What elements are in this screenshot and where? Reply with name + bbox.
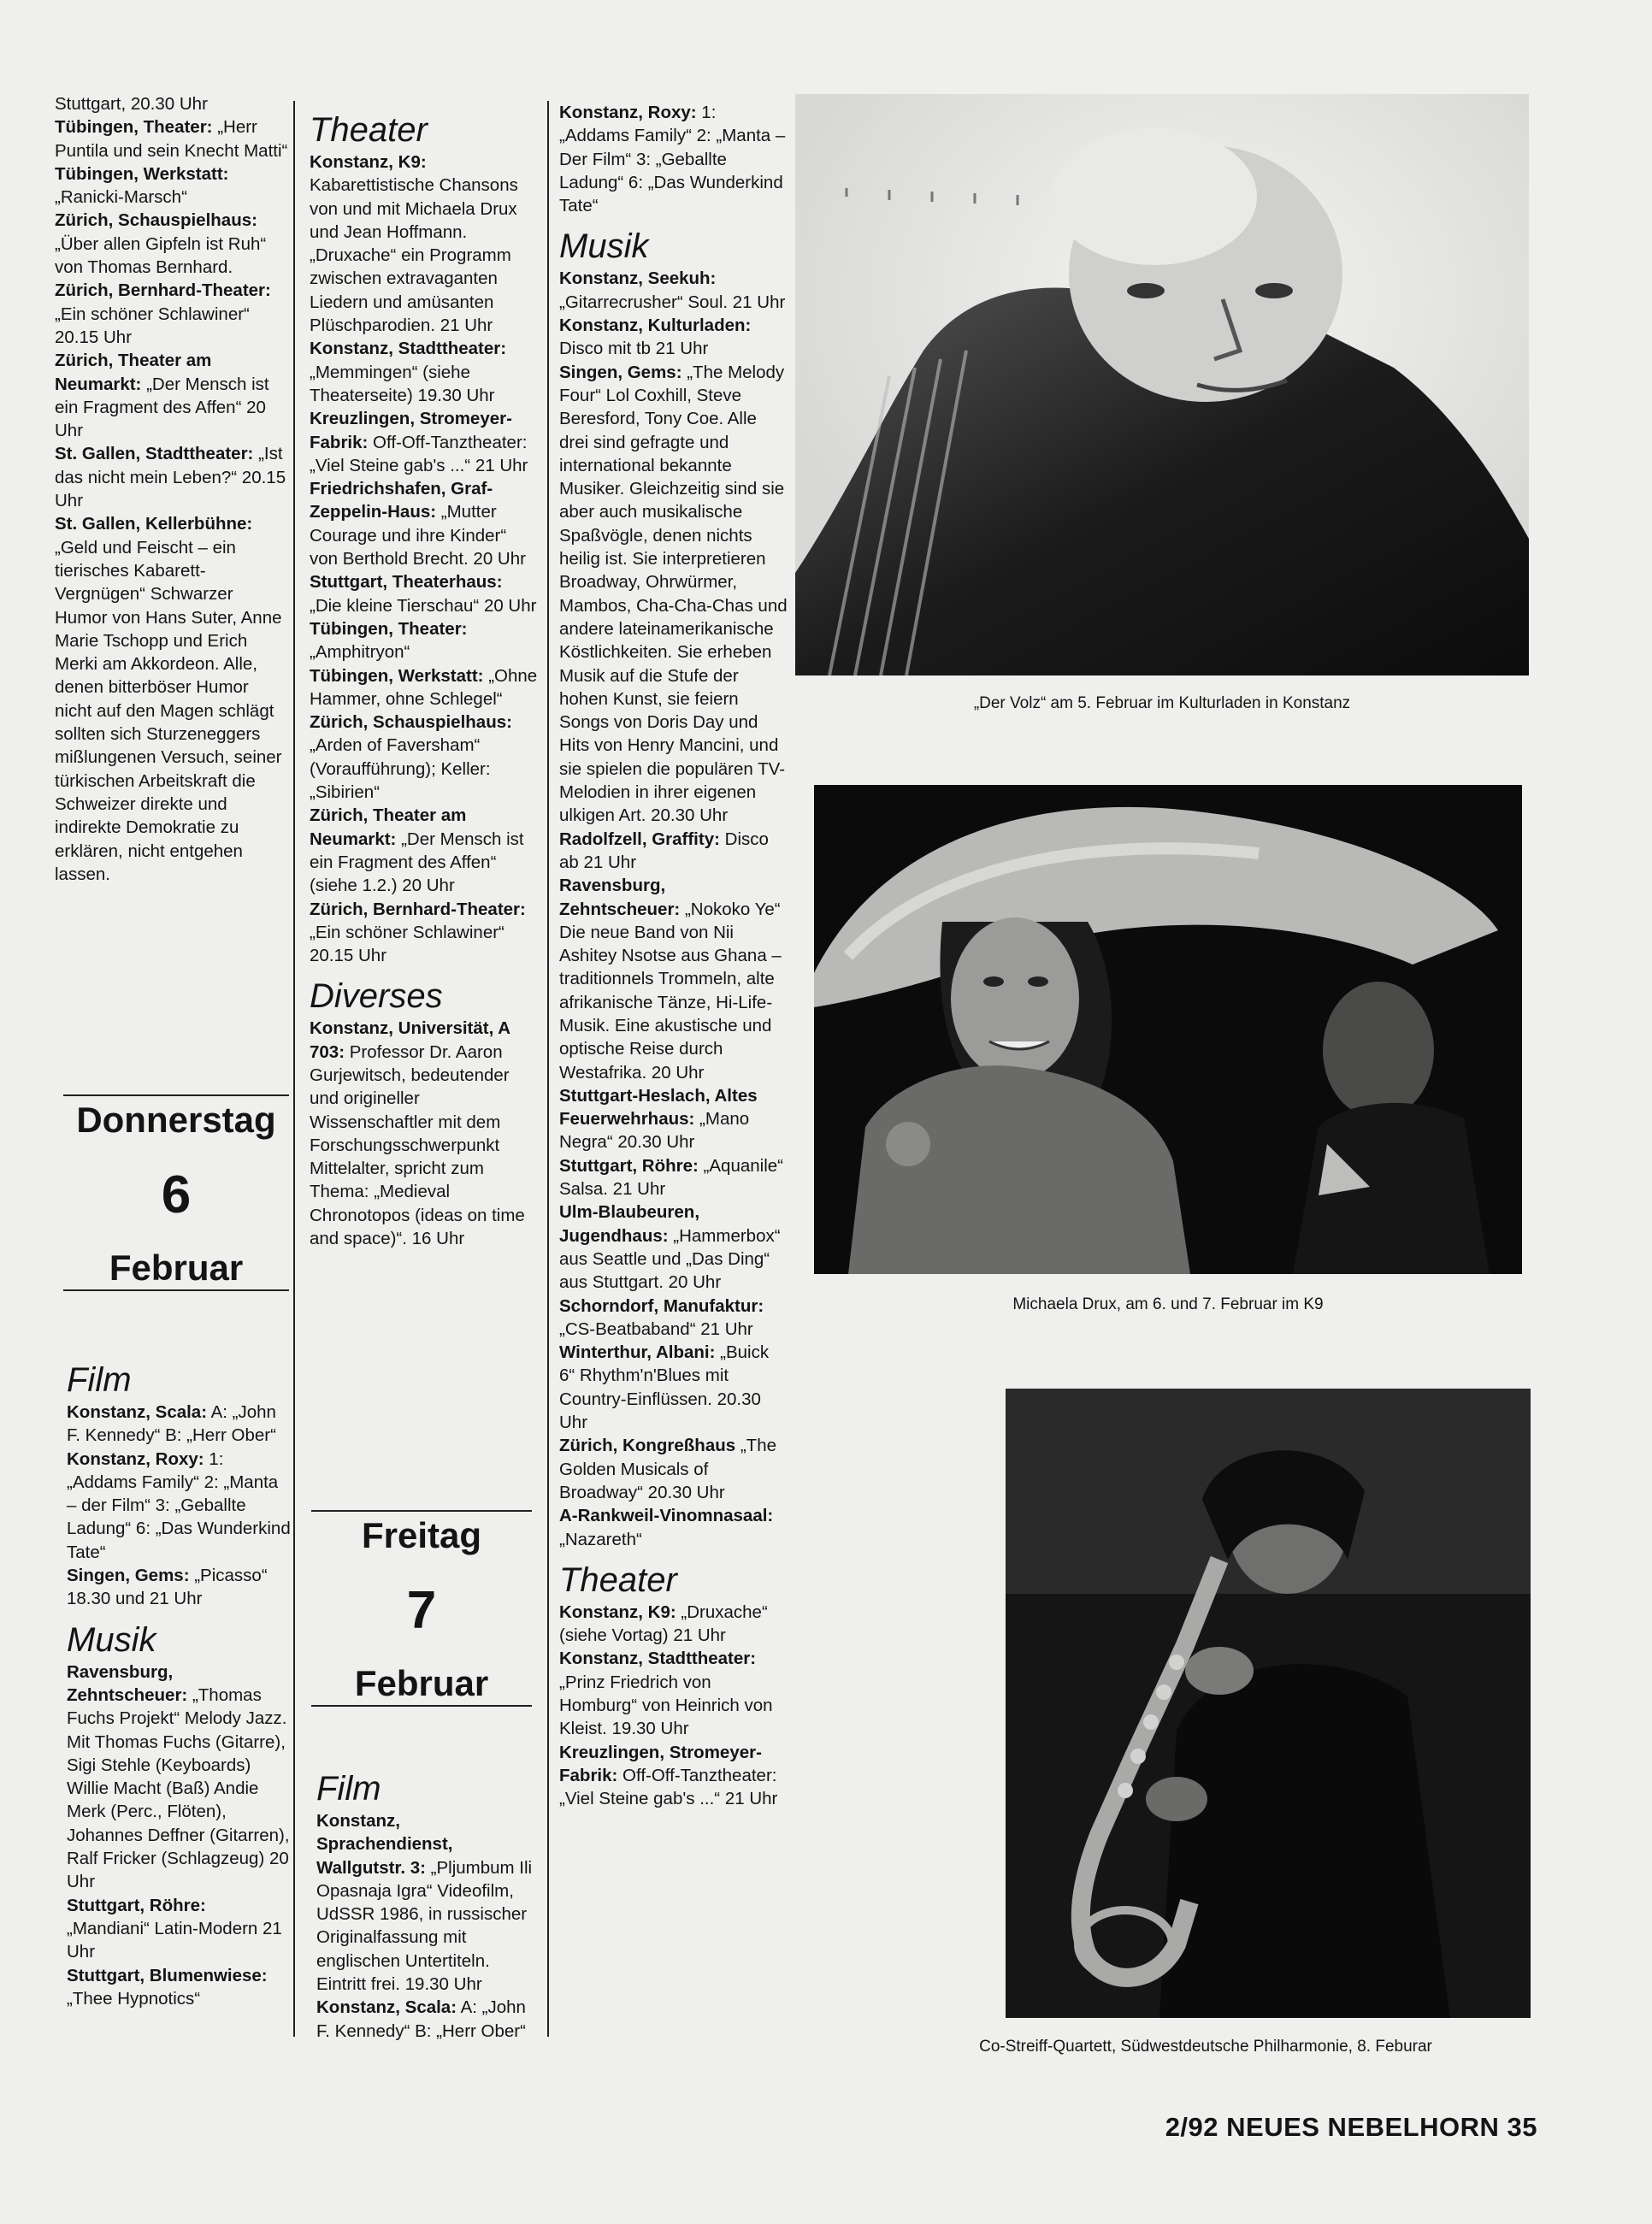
listing-column-2 [310, 101, 539, 1250]
event-text: „Ein schöner Schlawiner“ 20.15 Uhr [310, 922, 504, 966]
event-text: Off-Off-Tanztheater: „Viel Steine gab's ...“ 21 Uhr [310, 432, 528, 475]
event-text: „Nazareth“ [559, 1529, 642, 1549]
day-header-thursday [63, 1094, 289, 1291]
venue-name: Singen, Gems: [559, 362, 682, 382]
event-text: Disco mit tb 21 Uhr [559, 339, 709, 359]
event-text: „Aquanile“ Salsa. 21 Uhr [559, 1155, 783, 1200]
venue-name: Konstanz, Universität, A 703: [310, 1018, 510, 1062]
venue-name: Zürich, Bernhard-Theater: [310, 899, 526, 919]
listing-entry [310, 337, 539, 407]
day-number: 6 [161, 1165, 192, 1224]
venue-name: Konstanz, Kulturladen: [559, 316, 752, 336]
event-text: „Mandiani“ Latin-Modern 21 Uhr [67, 1918, 282, 1962]
event-text: A: „John F. Kennedy“ B: „Herr Ober“ [67, 1402, 276, 1446]
listing-entry [559, 1084, 788, 1154]
category-heading: Film [67, 1361, 132, 1399]
day-header-friday [311, 1510, 532, 1707]
event-text: „CS-Beatbaband“ 21 Uhr [559, 1318, 753, 1339]
venue-name: St. Gallen, Stadttheater: [55, 444, 254, 464]
category-heading: Theater [310, 111, 428, 149]
listing-entry [559, 1200, 788, 1294]
venue-name: A-Rankweil-Vinomnasaal: [559, 1506, 774, 1526]
venue-name: St. Gallen, Kellerbühne: [55, 514, 253, 534]
listing-entry [559, 874, 788, 1084]
event-text: A: „John F. Kennedy“ B: „Herr Ober“ [316, 1997, 526, 2041]
event-text: „Mutter Courage und ihre Kinder“ von Berthold Brecht. 20 Uhr [310, 502, 526, 569]
event-text: „Geld und Feischt – ein tierisches Kabarett-Vergnügen“ Schwarzer Humor von Hans Suter, Anne Marie Tschopp und Erich Merki am Akkordeon. Alle, denen bitterböser Humor nicht auf den Magen schlägt sollten sich Sturzeneggers mißlungenen Versuch, seiner türkischen Arbeitskraft die Schweizer direkte und indirekte Demokratie zu erklären, nicht entgehen lassen. [55, 537, 282, 884]
listing-entry [559, 1341, 788, 1434]
photo-saxophonist [1006, 1389, 1531, 2018]
event-text: 1: „Addams Family“ 2: „Manta – Der Film“ 3: „Geballte Ladung“ 6: „Das Wunderkind Tate“ [559, 103, 786, 216]
event-text: „Memmingen“ (siehe Theaterseite) 19.30 Uhr [310, 362, 495, 405]
listing-entry [559, 361, 788, 828]
listing-entry [310, 150, 539, 337]
event-text: „Der Mensch ist ein Fragment des Affen“ 20 Uhr [55, 374, 269, 441]
listing-entry [310, 711, 539, 804]
photo-caption: Co-Streiff-Quartett, Südwestdeutsche Philharmonie, 8. Feburar [979, 2038, 1432, 2056]
listing-entry [67, 1564, 291, 1611]
venue-name: Stuttgart, Blumenwiese: [67, 1965, 268, 1985]
listing-entry [559, 267, 788, 314]
venue-name: Winterthur, Albani: [559, 1342, 716, 1363]
listing-entry [559, 1601, 788, 1648]
listing-entry [559, 1504, 788, 1551]
category-heading: Film [316, 1770, 381, 1808]
listing-entry [55, 512, 290, 886]
venue-name: Ulm-Blaubeuren, Jugendhaus: [559, 1202, 700, 1246]
event-text: „Die kleine Tierschau“ 20 Uhr [310, 595, 537, 616]
venue-name: Stuttgart, Theaterhaus: [310, 572, 503, 593]
listing-entry [559, 828, 788, 875]
event-text: Off-Off-Tanztheater: „Viel Steine gab's ...“ 21 Uhr [559, 1765, 778, 1809]
listing-entry [316, 1809, 540, 1996]
event-text: 1: „Addams Family“ 2: „Manta – der Film“ 3: „Geballte Ladung“ 6: „Das Wunderkind Tate“ [67, 1448, 291, 1562]
event-text: „Gitarrecrusher“ Soul. 21 Uhr [559, 292, 786, 312]
venue-name: Tübingen, Werkstatt: [310, 665, 484, 686]
event-text: Stuttgart, 20.30 Uhr [55, 94, 208, 114]
listing-entry [559, 314, 788, 361]
venue-name: Schorndorf, Manufaktur: [559, 1295, 764, 1316]
listing-entry [559, 1741, 788, 1811]
venue-name: Konstanz, Scala: [67, 1402, 208, 1422]
event-text: „The Melody Four“ Lol Coxhill, Steve Beresford, Tony Coe. Alle drei sind gefragte und international bekannte Musiker. Gleichzeitig sind sie aber auch musikalische Spaßvögle, denen nichts heilig ist. Sie interpretieren Broadway, Ohrwürmer, Mambos, Cha-Cha-Chas und andere lateinamerikanische Köstlichkeiten. Sie erheben Musik auf die Stufe der hohen Kunst, sie feiern Songs von Doris Day und Hits von Henry Mancini, und sie spielen die populären TV-Melodien in ihrer eigenen ulkigen Art. 20.30 Uhr [559, 362, 788, 826]
venue-name: Konstanz, K9: [559, 1602, 676, 1622]
column-divider [293, 101, 295, 2037]
venue-name: Radolfzell, Graffity: [559, 829, 720, 849]
event-text: „Der Mensch ist ein Fragment des Affen“ (siehe 1.2.) 20 Uhr [310, 829, 524, 896]
month-name: Februar [311, 1662, 532, 1707]
event-text: „Ohne Hammer, ohne Schlegel“ [310, 665, 538, 709]
listing-entry [310, 1017, 539, 1250]
venue-name: Tübingen, Theater: [55, 117, 213, 138]
listing-entry [67, 1401, 291, 1448]
month-name: Februar [63, 1247, 289, 1291]
event-text: „Druxache“ (siehe Vortag) 21 Uhr [559, 1602, 768, 1646]
listing-entry [310, 664, 539, 711]
listing-entry [310, 617, 539, 664]
event-text: „Amphitryon“ [310, 642, 410, 663]
event-text: „Ein schöner Schlawiner“ 20.15 Uhr [55, 304, 250, 347]
event-text: Disco ab 21 Uhr [559, 829, 769, 872]
event-text: „Thomas Fuchs Projekt“ Melody Jazz. Mit Thomas Fuchs (Gitarre), Sigi Stehle (Keyboards) Willie Macht (Baß) Andie Merk (Perc., Flöten), Johannes Deffner (Gitarren), Ralf Fricker (Schlagzeug) 20 Uhr [67, 1684, 290, 1892]
venue-name: Zürich, Schauspielhaus: [310, 712, 512, 733]
venue-name: Tübingen, Werkstatt: [55, 163, 229, 184]
venue-name: Stuttgart-Heslach, Altes Feuerwehrhaus: [559, 1085, 758, 1130]
venue-name: Stuttgart, Röhre: [67, 1895, 206, 1915]
event-text: „Hammerbox“ aus Seattle und „Das Ding“ aus Stuttgart. 20 Uhr [559, 1225, 781, 1293]
listing-entry [67, 1661, 291, 1894]
category-heading: Theater [559, 1560, 677, 1599]
listing-entry [310, 570, 539, 617]
listing-entry [559, 1434, 788, 1504]
day-name: Freitag [361, 1515, 482, 1555]
day-name: Donnerstag [76, 1100, 276, 1140]
event-text: Professor Dr. Aaron Gurjewitsch, bedeutender und origineller Wissenschaftler mit dem Forschungsschwerpunkt Mittelalter, spricht zum Thema: „Medieval Chronotopos (ideas on time and space)“. 16 Uhr [310, 1041, 525, 1249]
page-footer: 2/92 NEUES NEBELHORN 35 [1165, 2112, 1537, 2142]
photo-caption: „Der Volz“ am 5. Februar im Kulturladen in Konstanz [973, 694, 1351, 712]
event-text: Kabarettistische Chansons von und mit Michaela Drux und Jean Hoffmann. „Druxache“ ein Programm zwischen extravaganten Liedern und amüsanten Plüschparodien. 21 Uhr [310, 175, 518, 336]
listing-column-1b [67, 1351, 291, 2010]
column-divider [547, 101, 549, 2037]
listing-entry [67, 1448, 291, 1564]
listing-entry [55, 349, 290, 442]
venue-name: Zürich, Theater am Neumarkt: [310, 805, 467, 849]
event-text: „Ranicki-Marsch“ [55, 187, 187, 208]
event-text: „Über allen Gipfeln ist Ruh“ von Thomas Bernhard. [55, 233, 267, 278]
venue-name: Friedrichshafen, Graf-Zeppelin-Haus: [310, 479, 493, 522]
venue-name: Kreuzlingen, Stromeyer-Fabrik: [559, 1742, 762, 1785]
photo-singer-duo [814, 785, 1522, 1274]
listing-entry [55, 442, 290, 512]
listing-entry [559, 1154, 788, 1201]
venue-name: Konstanz, Sprachendienst, Wallgutstr. 3: [316, 1811, 453, 1878]
listing-entry [310, 804, 539, 897]
venue-name: Tübingen, Theater: [310, 618, 468, 639]
venue-name: Zürich, Bernhard-Theater: [55, 280, 271, 301]
venue-name: Kreuzlingen, Stromeyer-Fabrik: [310, 409, 512, 452]
event-text: „Nokoko Ye“ Die neue Band von Nii Ashitey Nsotse aus Ghana – traditionnels Trommeln, alte afrikanische Tänze, Hi-Life-Musik. Eine akustische und optische Reise durch Westafrika. 20 Uhr [559, 899, 782, 1083]
venue-name: Singen, Gems: [67, 1566, 190, 1586]
venue-name: Konstanz, Stadttheater: [559, 1649, 757, 1669]
event-text: „Picasso“ 18.30 und 21 Uhr [67, 1566, 268, 1609]
listing-entry [310, 898, 539, 968]
listing-entry [55, 279, 290, 349]
listing-entry [67, 1894, 291, 1964]
event-text: „Pljumbum Ili Opasnaja Igra“ Videofilm, UdSSR 1986, in russischer Originalfassung mit englischen Untertiteln. Eintritt frei. 19.30 Uhr [316, 1857, 533, 1995]
listing-column-1 [55, 92, 290, 886]
venue-name: Zürich, Theater am Neumarkt: [55, 351, 212, 394]
photo-portrait-man [795, 94, 1529, 675]
venue-name: Zürich, Kongreßhaus [559, 1436, 736, 1456]
venue-name: Stuttgart, Röhre: [559, 1155, 699, 1176]
listing-entry [55, 115, 290, 162]
venue-name: Konstanz, Roxy: [67, 1448, 204, 1469]
category-heading: Musik [67, 1620, 156, 1659]
venue-name: Ravensburg, Zehntscheuer: [559, 876, 681, 919]
event-text: „Buick 6“ Rhythm'n'Blues mit Country-Einflüssen. 20.30 Uhr [559, 1342, 770, 1433]
listing-entry [559, 101, 788, 217]
day-number: 7 [406, 1581, 437, 1640]
venue-name: Konstanz, Roxy: [559, 103, 697, 122]
category-heading: Diverses [310, 977, 443, 1016]
listing-entry [55, 162, 290, 209]
listing-entry [67, 1964, 291, 2011]
event-text: „The Golden Musicals of Broadway“ 20.30 Uhr [559, 1436, 777, 1502]
listing-column-2b [316, 1760, 540, 2043]
listing-entry [55, 209, 290, 279]
event-text: „Arden of Faversham“ (Voraufführung); Keller: „Sibirien“ [310, 735, 491, 803]
listing-entry [310, 477, 539, 570]
venue-name: Konstanz, Scala: [316, 1997, 457, 2018]
listing-entry [316, 1996, 540, 2043]
event-text: „Prinz Friedrich von Homburg“ von Heinrich von Kleist. 19.30 Uhr [559, 1672, 773, 1739]
category-heading: Musik [559, 227, 649, 266]
listing-entry [559, 1647, 788, 1740]
venue-name: Konstanz, K9: [310, 152, 427, 172]
event-text: „Herr Puntila und sein Knecht Matti“ [55, 117, 288, 161]
venue-name: Zürich, Schauspielhaus: [55, 210, 257, 231]
venue-name: Konstanz, Stadttheater: [310, 339, 507, 359]
listing-column-3 [559, 101, 788, 1810]
event-text: „Ist das nicht mein Leben?“ 20.15 Uhr [55, 444, 286, 511]
event-text: „Mano Negra“ 20.30 Uhr [559, 1109, 750, 1153]
venue-name: Konstanz, Seekuh: [559, 268, 717, 289]
listing-entry [559, 1295, 788, 1342]
listing-entry [310, 407, 539, 477]
listing-entry [55, 92, 290, 115]
photo-caption: Michaela Drux, am 6. und 7. Februar im K9 [1012, 1295, 1324, 1313]
venue-name: Ravensburg, Zehntscheuer: [67, 1661, 188, 1705]
event-text: „Thee Hypnotics“ [67, 1988, 201, 2009]
